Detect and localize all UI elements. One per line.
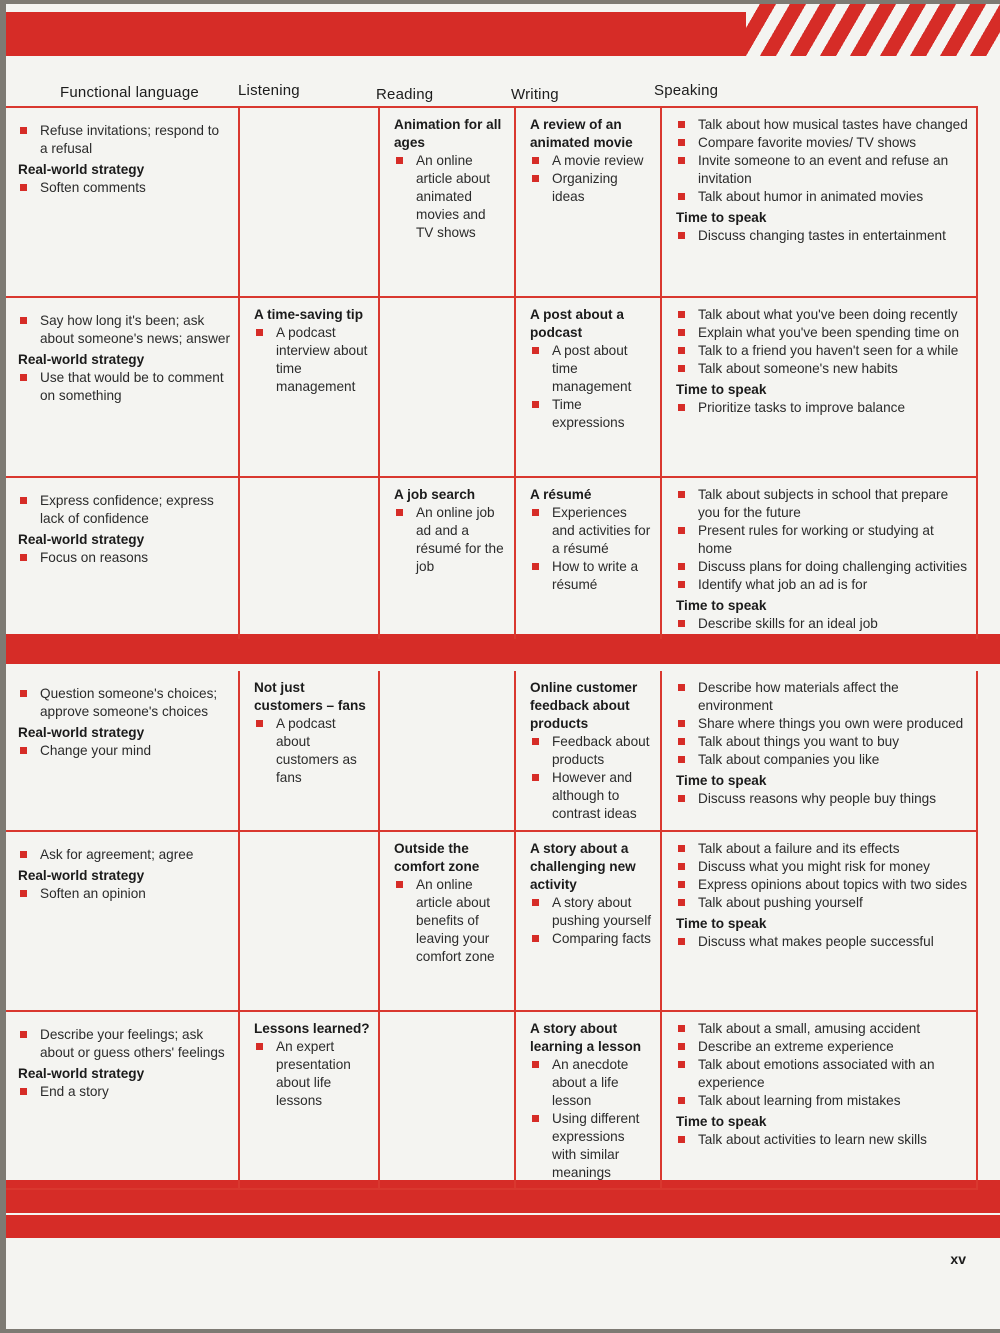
list-item: An online job ad and a résumé for the job	[394, 504, 506, 576]
list-item: An expert presentation about life lessons	[254, 1038, 370, 1110]
cell-listening	[239, 655, 379, 831]
reading-title: Animation for all ages	[394, 117, 502, 150]
cell-listening	[239, 831, 379, 1011]
cell-listening	[239, 477, 379, 655]
table-row	[6, 1011, 977, 1189]
list-item: Talk about emotions associated with an experience	[676, 1056, 968, 1092]
table-row	[6, 297, 977, 477]
list-item: However and although to contrast ideas	[530, 769, 652, 823]
reading-title: A job search	[394, 487, 476, 502]
listening-items	[254, 324, 370, 396]
writing-items	[530, 1056, 652, 1182]
cell-writing	[515, 107, 661, 297]
list-item: Discuss what makes people successful	[676, 933, 968, 951]
functional-items	[18, 122, 230, 158]
time-to-speak-items	[676, 399, 968, 417]
list-item: Time expressions	[530, 396, 652, 432]
list-item: Soften comments	[18, 179, 230, 197]
header-speaking: Speaking	[654, 82, 719, 99]
list-item: Discuss what you might risk for money	[676, 858, 968, 876]
bottom-rule	[6, 1213, 1000, 1215]
time-to-speak-title: Time to speak	[676, 773, 767, 788]
writing-items	[530, 894, 652, 948]
cell-speaking	[661, 297, 977, 477]
cell-functional-language	[6, 1011, 239, 1189]
list-item: Ask for agreement; agree	[18, 846, 230, 864]
cell-reading	[379, 1011, 515, 1189]
reading-items	[394, 504, 506, 576]
list-item: Using different expressions with similar meanings	[530, 1110, 652, 1182]
reading-items	[394, 876, 506, 966]
functional-items	[18, 312, 230, 348]
cell-listening	[239, 297, 379, 477]
cell-writing	[515, 831, 661, 1011]
speaking-items	[676, 1020, 968, 1110]
list-item: Describe your feelings; ask about or guess others' feelings	[18, 1026, 230, 1062]
listening-title: Not just customers – fans	[254, 680, 366, 713]
cell-functional-language	[6, 477, 239, 655]
speaking-items	[676, 306, 968, 378]
list-item: Talk about how musical tastes have changed	[676, 116, 968, 134]
cell-functional-language	[6, 831, 239, 1011]
writing-items	[530, 504, 652, 594]
header-functional-language: Functional language	[60, 84, 199, 101]
time-to-speak-items	[676, 790, 968, 808]
cell-reading	[379, 107, 515, 297]
cell-speaking	[661, 477, 977, 655]
writing-items	[530, 342, 652, 432]
cell-functional-language	[6, 107, 239, 297]
list-item: Talk about learning from mistakes	[676, 1092, 968, 1110]
writing-title: A résumé	[530, 487, 592, 502]
functional-items	[18, 492, 230, 528]
list-item: Identify what job an ad is for	[676, 576, 968, 594]
list-item: An online article about benefits of leaving your comfort zone	[394, 876, 506, 966]
strategy-items	[18, 1083, 230, 1101]
list-item: Present rules for working or studying at home	[676, 522, 968, 558]
functional-items	[18, 1026, 230, 1062]
decorative-stripes	[746, 4, 1000, 56]
table-row	[6, 655, 977, 831]
cell-reading	[379, 655, 515, 831]
list-item: Express confidence; express lack of confidence	[18, 492, 230, 528]
list-item: Talk about subjects in school that prepare you for the future	[676, 486, 968, 522]
writing-title: A post about a podcast	[530, 307, 624, 340]
page-number: xv	[950, 1251, 966, 1267]
list-item: Talk about someone's new habits	[676, 360, 968, 378]
list-item: Discuss reasons why people buy things	[676, 790, 968, 808]
cell-speaking	[661, 831, 977, 1011]
cell-writing	[515, 655, 661, 831]
strategy-title: Real-world strategy	[18, 352, 145, 367]
list-item: Talk about things you want to buy	[676, 733, 968, 751]
writing-items	[530, 152, 652, 206]
strategy-items	[18, 179, 230, 197]
listening-items	[254, 715, 370, 787]
list-item: Explain what you've been spending time on	[676, 324, 968, 342]
list-item: An online article about animated movies and TV shows	[394, 152, 506, 242]
strategy-title: Real-world strategy	[18, 725, 145, 740]
strategy-items	[18, 885, 230, 903]
list-item: End a story	[18, 1083, 230, 1101]
list-item: Talk about what you've been doing recently	[676, 306, 968, 324]
speaking-items	[676, 486, 968, 594]
list-item: Talk about activities to learn new skills	[676, 1131, 968, 1149]
strategy-items	[18, 742, 230, 760]
writing-title: Online customer feedback about products	[530, 680, 638, 731]
list-item: Feedback about products	[530, 733, 652, 769]
list-item: How to write a résumé	[530, 558, 652, 594]
speaking-items	[676, 840, 968, 912]
cell-speaking	[661, 1011, 977, 1189]
writing-title: A story about learning a lesson	[530, 1021, 642, 1054]
time-to-speak-title: Time to speak	[676, 210, 767, 225]
writing-title: A story about a challenging new activity	[530, 841, 636, 892]
list-item: Comparing facts	[530, 930, 652, 948]
time-to-speak-title: Time to speak	[676, 598, 767, 613]
speaking-items	[676, 679, 968, 769]
listening-title: Lessons learned?	[254, 1021, 370, 1036]
cell-listening	[239, 1011, 379, 1189]
list-item: Talk about a small, amusing accident	[676, 1020, 968, 1038]
list-item: A podcast interview about time management	[254, 324, 370, 396]
time-to-speak-title: Time to speak	[676, 382, 767, 397]
list-item: Invite someone to an event and refuse an invitation	[676, 152, 968, 188]
list-item: A movie review	[530, 152, 652, 170]
list-item: Describe skills for an ideal job	[676, 615, 968, 633]
cell-writing	[515, 297, 661, 477]
writing-items	[530, 733, 652, 823]
list-item: Say how long it's been; ask about someone's news; answer	[18, 312, 230, 348]
list-item: Talk about a failure and its effects	[676, 840, 968, 858]
time-to-speak-title: Time to speak	[676, 916, 767, 931]
cell-writing	[515, 1011, 661, 1189]
list-item: Describe an extreme experience	[676, 1038, 968, 1056]
list-item: A post about time management	[530, 342, 652, 396]
functional-items	[18, 685, 230, 721]
time-to-speak-items	[676, 227, 968, 245]
list-item: Talk about humor in animated movies	[676, 188, 968, 206]
cell-speaking	[661, 655, 977, 831]
strategy-title: Real-world strategy	[18, 1066, 145, 1081]
list-item: Talk about companies you like	[676, 751, 968, 769]
list-item: Prioritize tasks to improve balance	[676, 399, 968, 417]
list-item: Focus on reasons	[18, 549, 230, 567]
list-item: A story about pushing yourself	[530, 894, 652, 930]
strategy-title: Real-world strategy	[18, 162, 145, 177]
list-item: Describe how materials affect the environment	[676, 679, 968, 715]
list-item: Discuss changing tastes in entertainment	[676, 227, 968, 245]
list-item: Question someone's choices; approve someone's choices	[18, 685, 230, 721]
cell-reading	[379, 297, 515, 477]
cell-functional-language	[6, 297, 239, 477]
contents-table	[6, 106, 978, 1190]
cell-speaking	[661, 107, 977, 297]
speaking-items	[676, 116, 968, 206]
strategy-items	[18, 369, 230, 405]
reading-title: Outside the comfort zone	[394, 841, 480, 874]
list-item: Organizing ideas	[530, 170, 652, 206]
header-listening: Listening	[238, 82, 300, 99]
column-headers	[6, 78, 1000, 106]
list-item: Discuss plans for doing challenging activities	[676, 558, 968, 576]
list-item: Talk to a friend you haven't seen for a while	[676, 342, 968, 360]
listening-items	[254, 1038, 370, 1110]
reading-items	[394, 152, 506, 242]
cell-reading	[379, 477, 515, 655]
time-to-speak-items	[676, 615, 968, 633]
time-to-speak-title: Time to speak	[676, 1114, 767, 1129]
strategy-title: Real-world strategy	[18, 532, 145, 547]
list-item: Share where things you own were produced	[676, 715, 968, 733]
header-writing: Writing	[511, 86, 559, 103]
functional-items	[18, 846, 230, 864]
time-to-speak-items	[676, 933, 968, 951]
page	[6, 4, 1000, 1329]
list-item: Use that would be to comment on something	[18, 369, 230, 405]
list-item: Talk about pushing yourself	[676, 894, 968, 912]
strategy-items	[18, 549, 230, 567]
list-item: An anecdote about a life lesson	[530, 1056, 652, 1110]
header-reading: Reading	[376, 86, 434, 103]
cell-functional-language	[6, 655, 239, 831]
listening-title: A time-saving tip	[254, 307, 364, 322]
list-item: Change your mind	[18, 742, 230, 760]
list-item: Experiences and activities for a résumé	[530, 504, 652, 558]
time-to-speak-items	[676, 1131, 968, 1149]
table-row	[6, 477, 977, 655]
writing-title: A review of an animated movie	[530, 117, 633, 150]
cell-reading	[379, 831, 515, 1011]
table-row	[6, 107, 977, 297]
list-item: Soften an opinion	[18, 885, 230, 903]
list-item: Compare favorite movies/ TV shows	[676, 134, 968, 152]
list-item: Refuse invitations; respond to a refusal	[18, 122, 230, 158]
strategy-title: Real-world strategy	[18, 868, 145, 883]
cell-writing	[515, 477, 661, 655]
cell-listening	[239, 107, 379, 297]
table-row	[6, 831, 977, 1011]
list-item: Express opinions about topics with two sides	[676, 876, 968, 894]
list-item: A podcast about customers as fans	[254, 715, 370, 787]
